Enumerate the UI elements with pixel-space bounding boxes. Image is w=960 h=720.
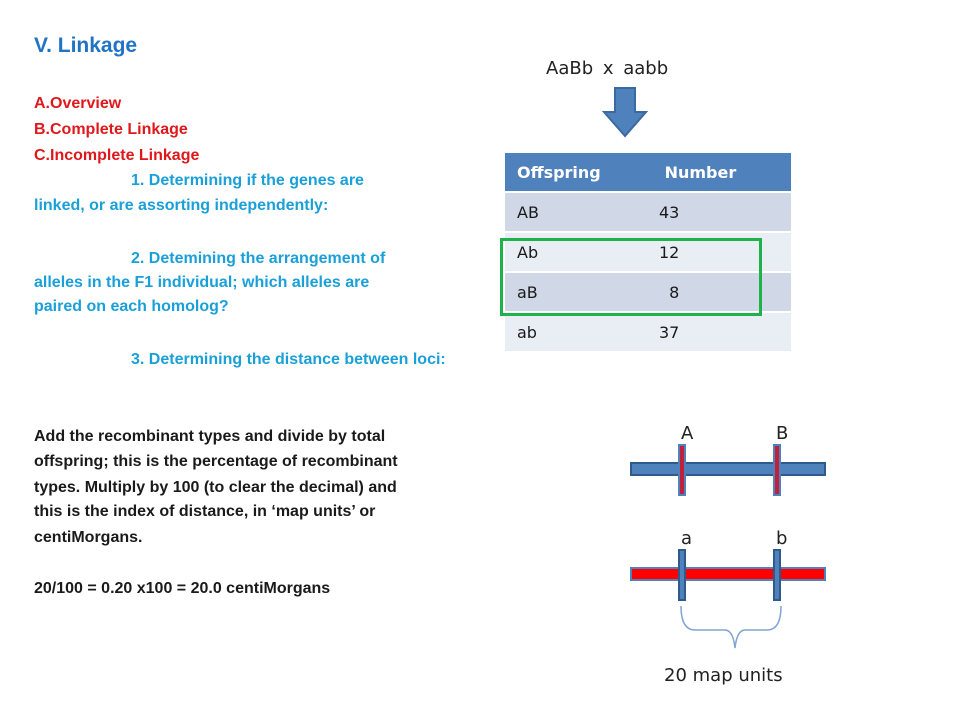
- slide-title: V. Linkage: [34, 34, 138, 57]
- explanation-line-3: types. Multiply by 100 (to clear the decimal) and: [34, 479, 397, 496]
- distance-brace-icon: [675, 604, 795, 656]
- step-1-line-1: 1. Determining if the genes are: [131, 172, 364, 189]
- table-row: [505, 312, 791, 351]
- table-header-row: [505, 153, 791, 192]
- table-header-offspring: Offspring: [505, 153, 647, 192]
- down-arrow-icon: [600, 86, 650, 140]
- locus-label-A: A: [681, 423, 694, 444]
- table-cell-offspring: AB: [505, 192, 647, 232]
- locus-label-a: a: [681, 528, 693, 549]
- outline-item-overview: A.Overview: [34, 95, 122, 112]
- chromosome-bottom: [620, 545, 840, 605]
- table-row: [505, 192, 791, 232]
- explanation-line-2: offspring; this is the percentage of recombinant: [34, 453, 398, 470]
- explanation-line-5: centiMorgans.: [34, 529, 143, 546]
- locus-label-B: B: [776, 423, 789, 444]
- cross-label: AaBb x aabb: [546, 58, 669, 79]
- step-2-line-1: 2. Detemining the arrangement of: [131, 250, 386, 267]
- table-cell-number: 37: [647, 312, 791, 351]
- locus-label-b: b: [776, 528, 788, 549]
- table-row: [505, 232, 791, 272]
- table-cell-number: 8: [647, 272, 791, 312]
- outline-item-complete-linkage: B.Complete Linkage: [34, 121, 188, 138]
- step-2-line-2: alleles in the F1 individual; which alleles are: [34, 274, 370, 291]
- table-header-number: Number: [647, 153, 791, 192]
- table-cell-number: 43: [647, 192, 791, 232]
- table-cell-offspring: Ab: [505, 232, 647, 272]
- table-cell-offspring: aB: [505, 272, 647, 312]
- table-row: [505, 272, 791, 312]
- calculation: 20/100 = 0.20 x100 = 20.0 centiMorgans: [34, 580, 331, 597]
- table-cell-offspring: ab: [505, 312, 647, 351]
- chromosome-top: [620, 440, 840, 500]
- step-1-line-2: linked, or are assorting independently:: [34, 197, 329, 214]
- explanation-line-4: this is the index of distance, in ‘map units’ or: [34, 503, 376, 520]
- step-2-line-3: paired on each homolog?: [34, 298, 229, 315]
- outline-item-incomplete-linkage: C.Incomplete Linkage: [34, 147, 200, 164]
- step-3-line-1: 3. Determining the distance between loci:: [131, 351, 446, 368]
- explanation-line-1: Add the recombinant types and divide by total: [34, 428, 386, 445]
- distance-label: 20 map units: [664, 665, 783, 686]
- offspring-table: [505, 153, 791, 351]
- table-cell-number: 12: [647, 232, 791, 272]
